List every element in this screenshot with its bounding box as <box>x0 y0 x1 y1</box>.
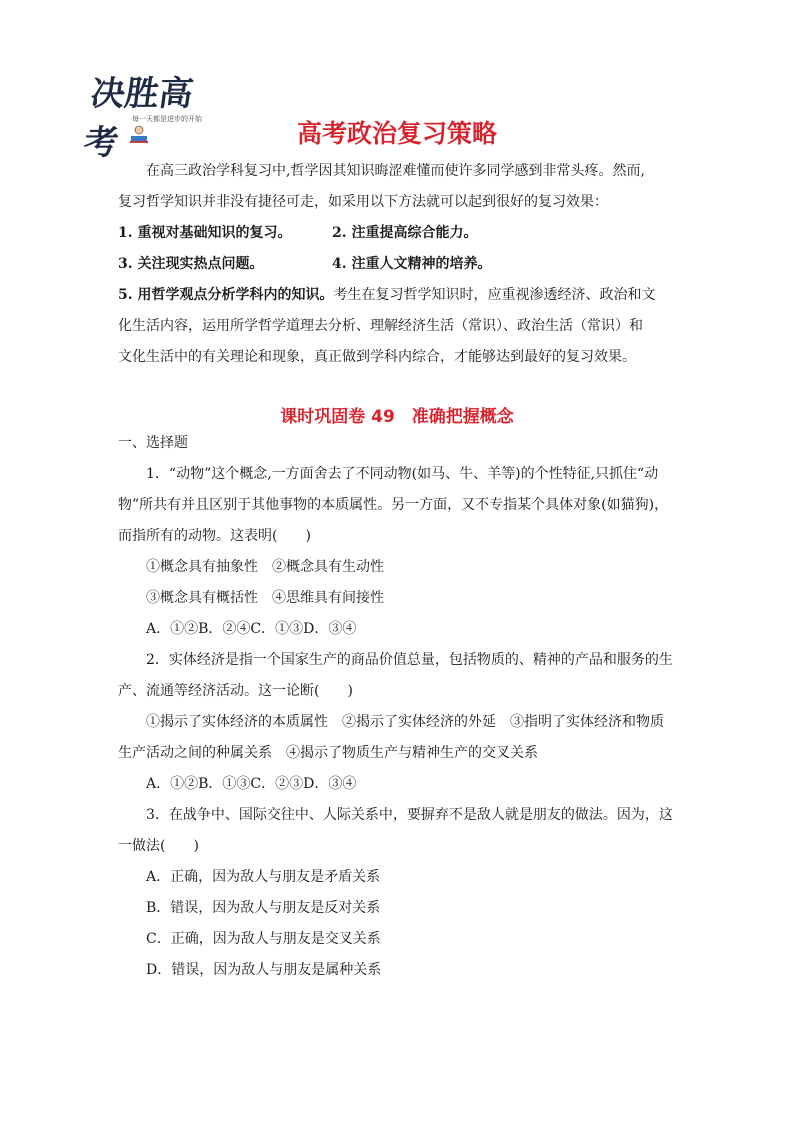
main-title: 高考政治复习策略 <box>296 119 497 148</box>
intro-paragraph <box>118 156 674 218</box>
q2-line-2: 产、流通等经济活动。这一论断( ) <box>118 683 353 699</box>
tip-5-bold: 5. 用哲学观点分析学科内的知识。 <box>118 287 334 303</box>
q3-option-b: B．错误，因为敌人与朋友是反对关系 <box>146 900 381 916</box>
q2-line-1: 2．实体经济是指一个国家生产的商品价值总量，包括物质的、精神的产品和服务的生 <box>146 652 673 668</box>
q1-option-set-2: ③概念具有概括性 ④思维具有间接性 <box>146 590 384 606</box>
q1-option-set-1: ①概念具有抽象性 ②概念具有生动性 <box>146 559 384 575</box>
tip-5-line-2: 化生活内容，运用所学哲学道理去分析、理解经济生活（常识）、政治生活（常识）和 <box>118 318 643 334</box>
tips-row <box>118 218 674 249</box>
section-title: 课时巩固卷 49 准确把握概念 <box>280 407 514 427</box>
q3-line-1: 3．在战争中、国际交往中、人际关系中，要摒弃不是敌人就是朋友的做法。因为，这 <box>146 807 673 823</box>
tip-2: 2. 注重提高综合能力。 <box>332 225 478 241</box>
q3-option-a: A．正确，因为敌人与朋友是矛盾关系 <box>146 869 381 885</box>
q2-answers: A．①②B．①③C．②③D．③④ <box>146 776 357 792</box>
tip-1: 1. 重视对基础知识的复习。 <box>118 225 292 241</box>
tips-list <box>118 218 674 373</box>
q2-options-line-2: 生产活动之间的种属关系 ④揭示了物质生产与精神生产的交叉关系 <box>118 745 538 761</box>
q1-line-3: 而指所有的动物。这表明( ) <box>118 528 311 544</box>
q3-option-d: D．错误，因为敌人与朋友是属种关系 <box>146 962 382 978</box>
tips-row <box>118 249 674 280</box>
q1-line-2: 物”所共有并且区别于其他事物的本质属性。另一方面，又不专指某个具体对象(如猫狗)， <box>118 497 669 513</box>
q3-option-c: C．正确，因为敌人与朋友是交叉关系 <box>146 931 381 947</box>
intro-line-1: 在高三政治学科复习中,哲学因其知识晦涩难懂而使许多同学感到非常头疼。然而, <box>146 163 645 179</box>
tip-5-line-1 <box>118 280 674 311</box>
questions <box>118 426 674 986</box>
section-heading: 一、选择题 <box>118 435 188 451</box>
tip-4: 4. 注重人文精神的培养。 <box>332 256 492 272</box>
q1-line-1: 1．“动物”这个概念,一方面舍去了不同动物(如马、牛、羊等)的个性特征,只抓住“动 <box>146 466 659 482</box>
tip-5-line-3: 文化生活中的有关理论和现象，真正做到学科内综合，才能够达到最好的复习效果。 <box>118 349 636 365</box>
q1-answers: A．①②B．②④C．①③D．③④ <box>146 621 357 637</box>
q2-options-line-1: ①揭示了实体经济的本质属性 ②揭示了实体经济的外延 ③指明了实体经济和物质 <box>146 714 664 730</box>
tip-5-text: 考生在复习哲学知识时，应重视渗透经济、政治和文 <box>333 287 656 303</box>
q3-line-2: 一做法( ) <box>118 838 199 854</box>
tip-3: 3. 关注现实热点问题。 <box>118 256 264 272</box>
intro-line-2: 复习哲学知识并非没有捷径可走，如采用以下方法就可以起到很好的复习效果： <box>118 194 608 210</box>
logo-tagline: 每一天都是进步的开始 <box>132 115 202 123</box>
logo-brand: 决胜高考 <box>81 74 196 163</box>
